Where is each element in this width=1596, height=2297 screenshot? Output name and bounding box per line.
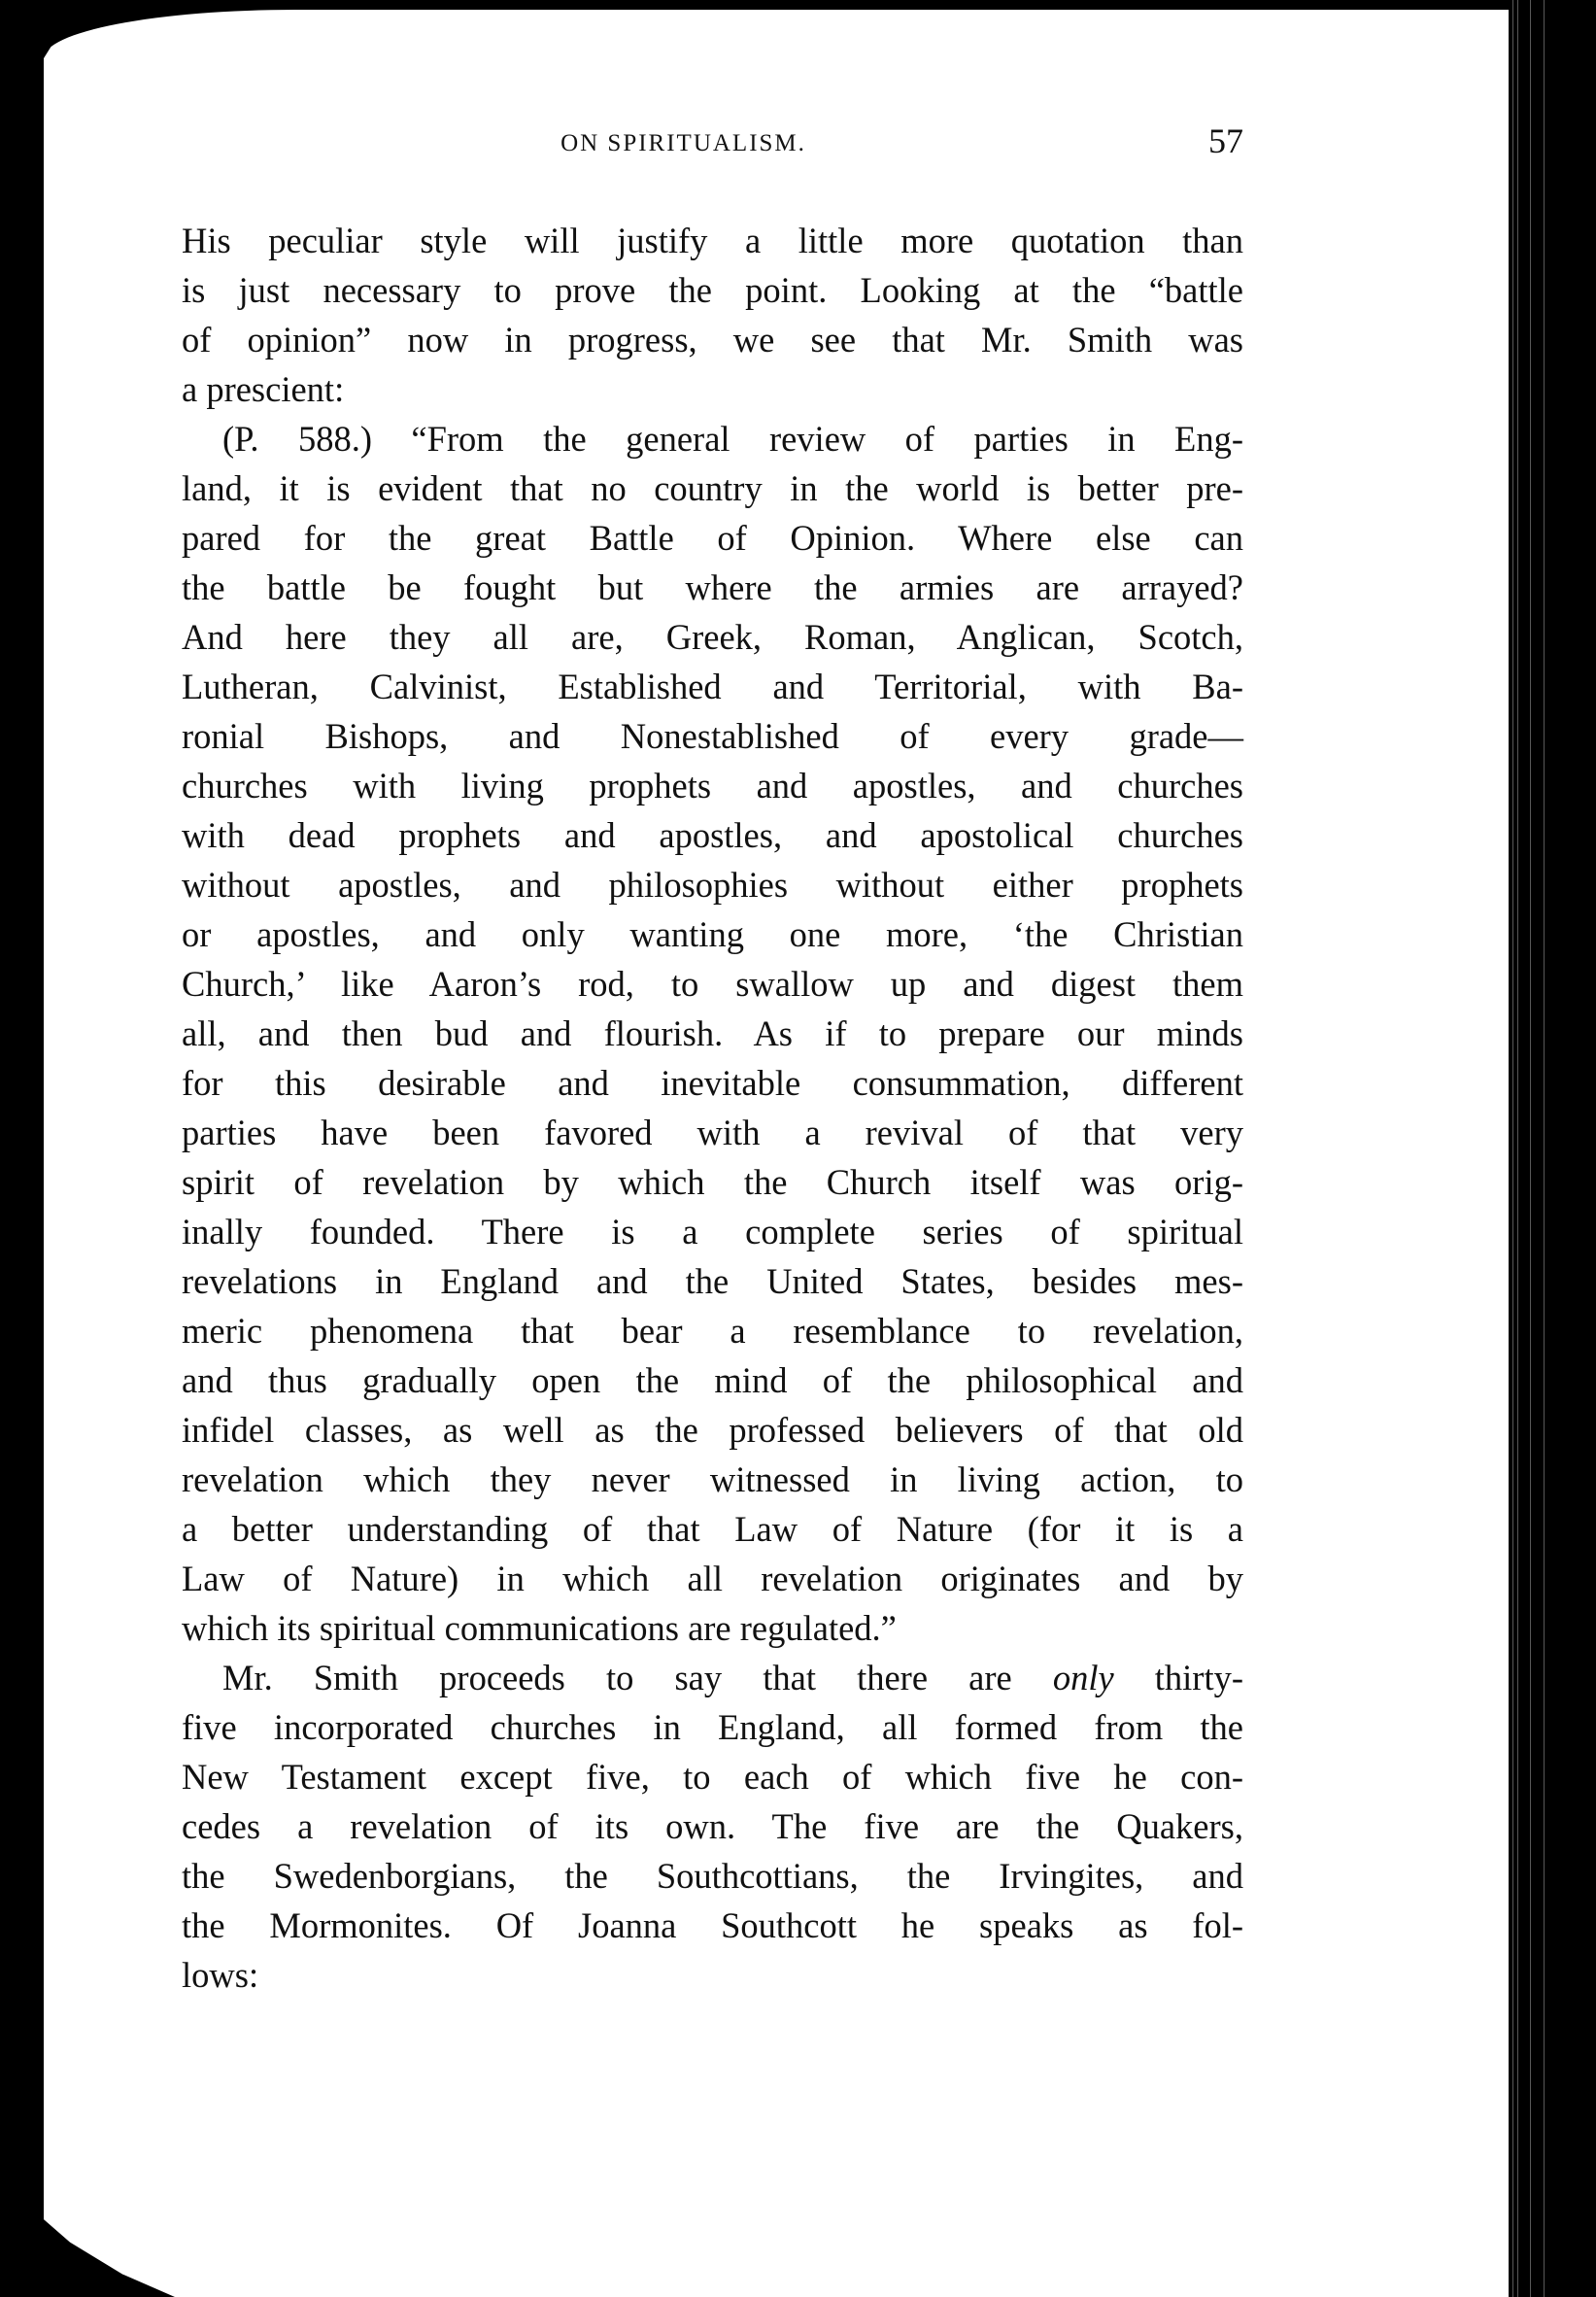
text-line: for this desirable and inevitable consummation, different — [182, 1063, 1243, 1103]
text-run: Mr. Smith proceeds to say that there are — [222, 1658, 1053, 1697]
text-line: And here they all are, Greek, Roman, Anglican, Scotch, — [182, 617, 1243, 657]
text-line: parties have been favored with a revival of that very — [182, 1113, 1243, 1152]
text-line: which its spiritual communications are regulated.” — [182, 1608, 897, 1648]
text-line: revelations in England and the United States, besides mes- — [182, 1261, 1243, 1301]
text-line-with-emphasis — [182, 1653, 1243, 1702]
text-line: His peculiar style will justify a little more quotation than — [182, 221, 1243, 260]
text-line: Church,’ like Aaron’s rod, to swallow up and digest them — [182, 964, 1243, 1004]
text-line: pared for the great Battle of Opinion. Where else can — [182, 518, 1243, 558]
running-head — [182, 121, 1243, 163]
text-run: thirty- — [1113, 1658, 1243, 1697]
text-line: is just necessary to prove the point. Looking at the “battle — [182, 270, 1243, 310]
text-line: Law of Nature) in which all revelation originates and by — [182, 1559, 1243, 1598]
text-line: a better understanding of that Law of Nature (for it is a — [182, 1509, 1243, 1549]
text-line: (P. 588.) “From the general review of parties in Eng- — [222, 419, 1243, 459]
text-line: inally founded. There is a complete series of spiritual — [182, 1212, 1243, 1251]
body-text — [182, 216, 1243, 2000]
paragraph-3 — [182, 1653, 1243, 2000]
text-line: with dead prophets and apostles, and apostolical churches — [182, 815, 1243, 855]
page-number: 57 — [1208, 121, 1243, 160]
text-line: land, it is evident that no country in the world is better pre- — [182, 468, 1243, 508]
text-line: spirit of revelation by which the Church itself was orig- — [182, 1162, 1243, 1202]
text-line: New Testament except five, to each of which five he con- — [182, 1757, 1243, 1797]
text-line: the battle be fought but where the armies are arrayed? — [182, 567, 1243, 607]
text-line: churches with living prophets and apostles, and churches — [182, 766, 1243, 806]
text-line: meric phenomena that bear a resemblance to revelation, — [182, 1311, 1243, 1351]
text-line: five incorporated churches in England, all formed from the — [182, 1707, 1243, 1747]
text-line: all, and then bud and flourish. As if to prepare our minds — [182, 1013, 1243, 1053]
text-line: revelation which they never witnessed in living action, to — [182, 1459, 1243, 1499]
text-line: the Swedenborgians, the Southcottians, the Irvingites, and — [182, 1856, 1243, 1896]
paragraph-2-quotation — [182, 414, 1243, 1653]
scan-border-right — [1509, 0, 1596, 2297]
text-line: infidel classes, as well as the professed believers of that old — [182, 1410, 1243, 1450]
text-line: a prescient: — [182, 369, 345, 409]
text-line: lows: — [182, 1955, 259, 1995]
emphasized-word: only — [1052, 1658, 1114, 1697]
text-line: cedes a revelation of its own. The five are the Quakers, — [182, 1806, 1243, 1846]
text-line: and thus gradually open the mind of the philosophical and — [182, 1360, 1243, 1400]
text-line: the Mormonites. Of Joanna Southcott he speaks as fol- — [182, 1905, 1243, 1945]
text-line: ronial Bishops, and Nonestablished of every grade— — [182, 716, 1243, 756]
text-line: or apostles, and only wanting one more, ‘the Christian — [182, 914, 1243, 954]
paragraph-1 — [182, 216, 1243, 414]
text-line: Lutheran, Calvinist, Established and Territorial, with Ba- — [182, 667, 1243, 706]
text-line: without apostles, and philosophies without either prophets — [182, 865, 1243, 905]
running-title: ON SPIRITUALISM. — [560, 130, 806, 156]
text-line: of opinion” now in progress, we see that Mr. Smith was — [182, 320, 1243, 360]
